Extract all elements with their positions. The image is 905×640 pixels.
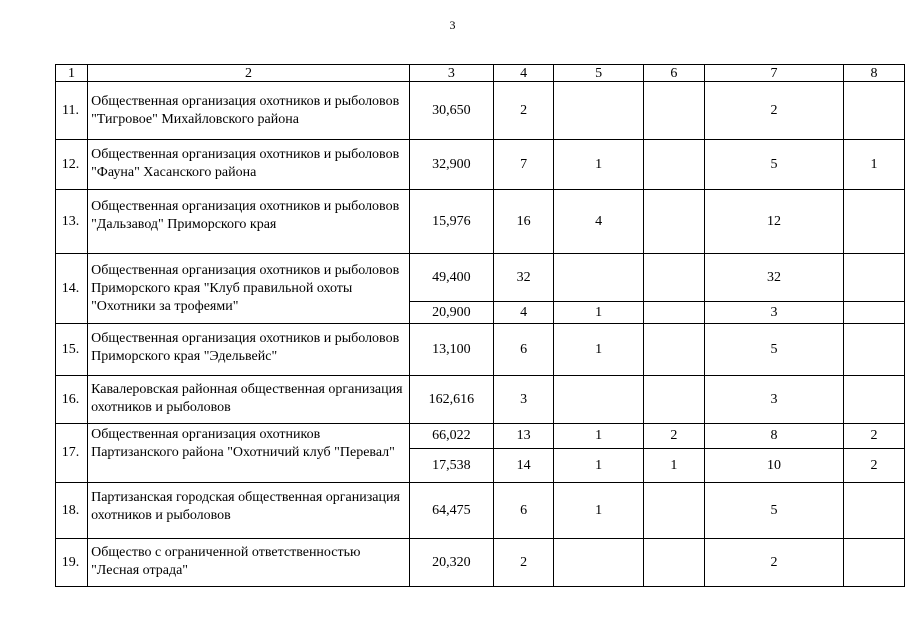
- table-cell: [844, 190, 905, 254]
- area-cell: 66,022: [409, 424, 493, 449]
- table-cell: 6: [493, 324, 553, 376]
- header-cell: 3: [409, 65, 493, 82]
- table-cell: 7: [493, 140, 553, 190]
- organization-name: Общественная организация охотников и рыболовов "Дальзавод" Приморского края: [88, 190, 410, 254]
- table-cell: [643, 324, 704, 376]
- table-row: [56, 539, 905, 587]
- table-cell: [554, 539, 644, 587]
- area-cell: 32,900: [409, 140, 493, 190]
- header-cell: 7: [704, 65, 843, 82]
- area-cell: 20,900: [409, 302, 493, 324]
- table-cell: 10: [704, 449, 843, 483]
- table-cell: 12: [704, 190, 843, 254]
- table-row: [56, 483, 905, 539]
- row-number: 17.: [56, 424, 88, 483]
- table-cell: [844, 539, 905, 587]
- row-number: 12.: [56, 140, 88, 190]
- table-cell: 2: [704, 539, 843, 587]
- table-cell: [554, 82, 644, 140]
- table-cell: 6: [493, 483, 553, 539]
- organization-name: Общественная организация охотников и рыболовов Приморского края "Клуб правильной охоты "Охотники за трофеями": [88, 254, 410, 324]
- table-cell: [844, 302, 905, 324]
- table-cell: 16: [493, 190, 553, 254]
- header-cell: 5: [554, 65, 644, 82]
- row-number: 13.: [56, 190, 88, 254]
- area-cell: 30,650: [409, 82, 493, 140]
- organization-name: Кавалеровская районная общественная организация охотников и рыболовов: [88, 376, 410, 424]
- table-cell: [643, 483, 704, 539]
- table-cell: 13: [493, 424, 553, 449]
- table-cell: 4: [554, 190, 644, 254]
- table-cell: 1: [554, 324, 644, 376]
- table-cell: 2: [643, 424, 704, 449]
- header-cell: 4: [493, 65, 553, 82]
- row-number: 18.: [56, 483, 88, 539]
- table-cell: 4: [493, 302, 553, 324]
- table-row: [56, 190, 905, 254]
- organization-name: Общественная организация охотников Партизанского района "Охотничий клуб "Перевал": [88, 424, 410, 483]
- table-cell: 5: [704, 483, 843, 539]
- table-cell: 2: [493, 539, 553, 587]
- page-number: 3: [449, 18, 456, 32]
- table-cell: 3: [704, 376, 843, 424]
- table-cell: 3: [493, 376, 553, 424]
- table-cell: [643, 539, 704, 587]
- area-cell: 49,400: [409, 254, 493, 302]
- area-cell: 17,538: [409, 449, 493, 483]
- table-cell: [844, 483, 905, 539]
- table-cell: 32: [704, 254, 843, 302]
- table-cell: 1: [554, 449, 644, 483]
- table-cell: 5: [704, 140, 843, 190]
- table-cell: 1: [554, 140, 644, 190]
- area-cell: 20,320: [409, 539, 493, 587]
- table-cell: [844, 254, 905, 302]
- table-cell: 1: [554, 483, 644, 539]
- table-cell: 2: [844, 449, 905, 483]
- organization-name: Общественная организация охотников и рыболовов Приморского края "Эдельвейс": [88, 324, 410, 376]
- table-row: [56, 140, 905, 190]
- row-number: 11.: [56, 82, 88, 140]
- area-cell: 13,100: [409, 324, 493, 376]
- area-cell: 15,976: [409, 190, 493, 254]
- organization-name: Общественная организация охотников и рыболовов "Фауна" Хасанского района: [88, 140, 410, 190]
- table-row: [56, 424, 905, 449]
- hunting-grounds-table: [55, 64, 905, 587]
- header-row: [56, 65, 905, 82]
- table-cell: [844, 82, 905, 140]
- header-cell: 8: [844, 65, 905, 82]
- table-cell: [643, 140, 704, 190]
- table-cell: [844, 376, 905, 424]
- table-row: [56, 376, 905, 424]
- header-cell: 2: [88, 65, 410, 82]
- table-cell: 5: [704, 324, 843, 376]
- table-cell: 32: [493, 254, 553, 302]
- table-cell: [643, 82, 704, 140]
- table-cell: 8: [704, 424, 843, 449]
- organization-name: Общественная организация охотников и рыболовов "Тигровое" Михайловского района: [88, 82, 410, 140]
- row-number: 15.: [56, 324, 88, 376]
- table-row: [56, 82, 905, 140]
- table-cell: 2: [844, 424, 905, 449]
- header-cell: 6: [643, 65, 704, 82]
- table-cell: [643, 254, 704, 302]
- table-cell: 3: [704, 302, 843, 324]
- area-cell: 64,475: [409, 483, 493, 539]
- table-row: [56, 324, 905, 376]
- row-number: 19.: [56, 539, 88, 587]
- table-cell: 2: [493, 82, 553, 140]
- area-cell: 162,616: [409, 376, 493, 424]
- table-cell: [643, 302, 704, 324]
- table-cell: [554, 254, 644, 302]
- table-cell: [844, 324, 905, 376]
- table-cell: 2: [704, 82, 843, 140]
- table-cell: [554, 376, 644, 424]
- table-cell: 1: [554, 302, 644, 324]
- table-cell: 14: [493, 449, 553, 483]
- row-number: 14.: [56, 254, 88, 324]
- table-cell: [643, 190, 704, 254]
- header-cell: 1: [56, 65, 88, 82]
- table-cell: [643, 376, 704, 424]
- row-number: 16.: [56, 376, 88, 424]
- table-cell: 1: [554, 424, 644, 449]
- organization-name: Партизанская городская общественная организация охотников и рыболовов: [88, 483, 410, 539]
- table-cell: 1: [844, 140, 905, 190]
- table-cell: 1: [643, 449, 704, 483]
- organization-name: Общество с ограниченной ответственностью "Лесная отрада": [88, 539, 410, 587]
- table-row: [56, 254, 905, 302]
